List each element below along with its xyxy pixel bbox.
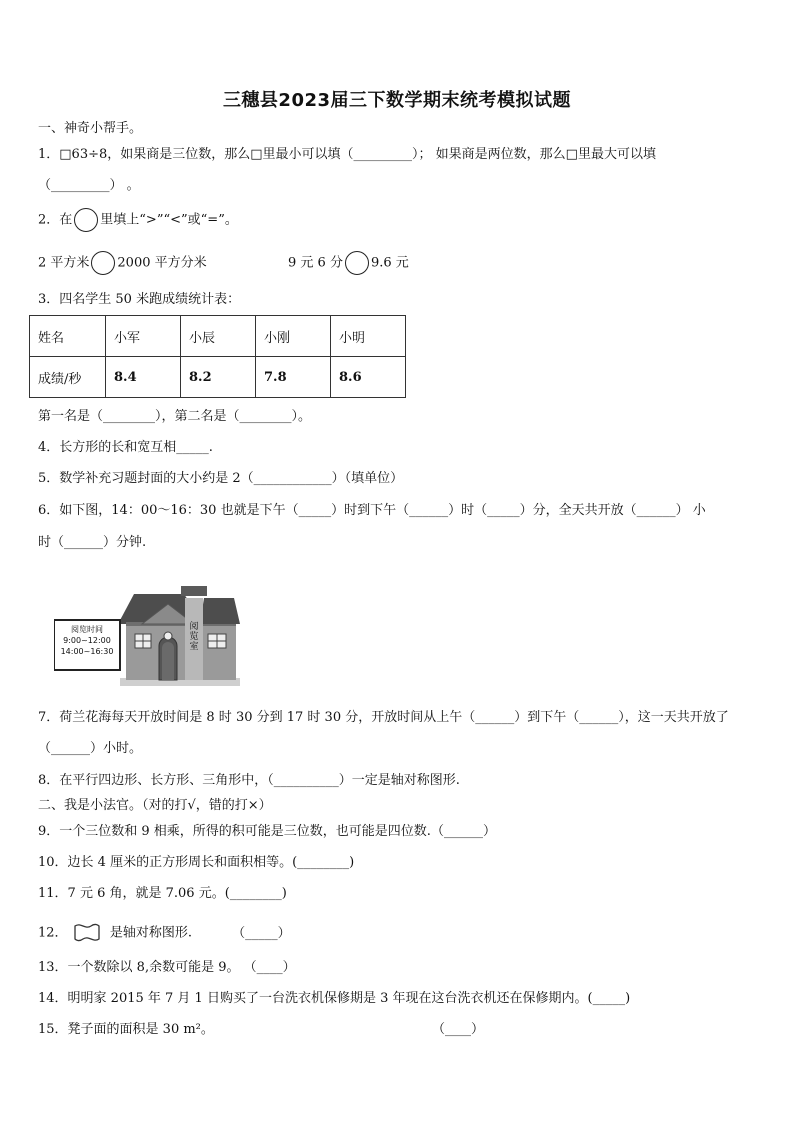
sign-title: 阅览时间	[71, 625, 103, 634]
question-2	[38, 208, 238, 232]
question-6-line-2: 时（______）分钟.	[38, 535, 147, 550]
table-cell: 8.6	[331, 357, 406, 398]
section-2-heading: 二、我是小法官。（对的打√，错的打×）	[38, 798, 272, 813]
question-11: 11．7 元 6 角，就是 7.06 元。(________)	[38, 886, 287, 901]
question-8: 8．在平行四边形、长方形、三角形中，（__________）一定是轴对称图形.	[38, 773, 460, 788]
question-6-line-1: 6．如下图，14：00～16：30 也就是下午（_____）时到下午（______）时（_____）分，全天共开放（______） 小	[38, 503, 706, 518]
question-12-blank: （_____）	[232, 925, 291, 941]
compare-left-b: 2000 平方分米	[117, 255, 207, 271]
house-wall	[126, 624, 236, 680]
question-2-suffix: 里填上“>”“<”或“=”。	[100, 212, 238, 228]
compare-right-b: 9.6 元	[370, 255, 409, 271]
question-13: 13．一个数除以 8,余数可能是 9。 （____）	[38, 960, 296, 975]
table-cell: 7.8	[256, 357, 331, 398]
compare-circle-icon	[345, 251, 369, 275]
question-4: 4．长方形的长和宽互相_____.	[38, 440, 213, 455]
table-cell: 8.4	[106, 357, 181, 398]
section-1-heading: 一、神奇小帮手。	[38, 121, 143, 136]
roof-right	[200, 598, 240, 624]
question-15-blank: （____）	[432, 1022, 485, 1037]
compare-circle-icon	[91, 251, 115, 275]
blank-circle-icon	[74, 208, 98, 232]
table-row	[30, 357, 406, 398]
wavy-shape-icon	[72, 922, 102, 944]
question-5: 5．数学补充习题封面的大小约是 2（____________）（填单位）	[38, 471, 404, 486]
table-cell: 小辰	[181, 316, 256, 357]
compare-right-a: 9 元 6 分	[288, 255, 343, 271]
question-12-text: 是轴对称图形.	[109, 925, 192, 941]
question-2-compare-right	[288, 251, 409, 275]
door-label: 阅览室	[189, 622, 199, 652]
question-10: 10．边长 4 厘米的正方形周长和面积相等。(________)	[38, 855, 355, 870]
question-12	[38, 922, 291, 944]
tower-roof	[181, 586, 207, 596]
table-cell: 小刚	[256, 316, 331, 357]
question-3-answer: 第一名是（________），第二名是（________）。	[38, 409, 312, 424]
question-14: 14．明明家 2015 年 7 月 1 日购买了一台洗衣机保修期是 3 年现在这台洗衣机还在保修期内。(_____)	[38, 991, 631, 1006]
table-cell: 小军	[106, 316, 181, 357]
opening-hours-text	[56, 624, 118, 657]
sign-time-2: 14:00~16:30	[60, 647, 114, 656]
question-3: 3．四名学生 50 米跑成绩统计表：	[38, 292, 241, 307]
compare-left-a: 2 平方米	[38, 255, 90, 271]
sign-time-1: 9:00~12:00	[63, 636, 111, 645]
page-title: 三穗县2023届三下数学期末统考模拟试题	[222, 90, 572, 111]
question-7-line-1: 7．荷兰花海每天开放时间是 8 时 30 分到 17 时 30 分，开放时间从上午（______）到下午（______），这一天共开放了	[38, 710, 729, 725]
question-2-prefix: 2．在	[38, 212, 73, 228]
table-cell: 8.2	[181, 357, 256, 398]
score-table	[29, 315, 406, 398]
table-cell: 姓名	[30, 316, 106, 357]
question-9: 9．一个三位数和 9 相乘，所得的积可能是三位数，也可能是四位数.（______）	[38, 824, 496, 839]
question-1-line-2: （_________） 。	[38, 178, 140, 193]
round-window	[164, 632, 172, 640]
question-7-line-2: （______）小时。	[38, 741, 143, 756]
question-15: 15．凳子面的面积是 30 m²。	[38, 1022, 214, 1037]
question-2-compare-left	[38, 251, 207, 275]
table-cell: 成绩/秒	[30, 357, 106, 398]
table-cell: 小明	[331, 316, 406, 357]
question-1-line-1: 1．□63÷8，如果商是三位数，那么□里最小可以填（_________）； 如果商是两位数，那么□里最大可以填	[38, 147, 656, 162]
question-12-number: 12．	[38, 925, 68, 941]
table-header-row	[30, 316, 406, 357]
